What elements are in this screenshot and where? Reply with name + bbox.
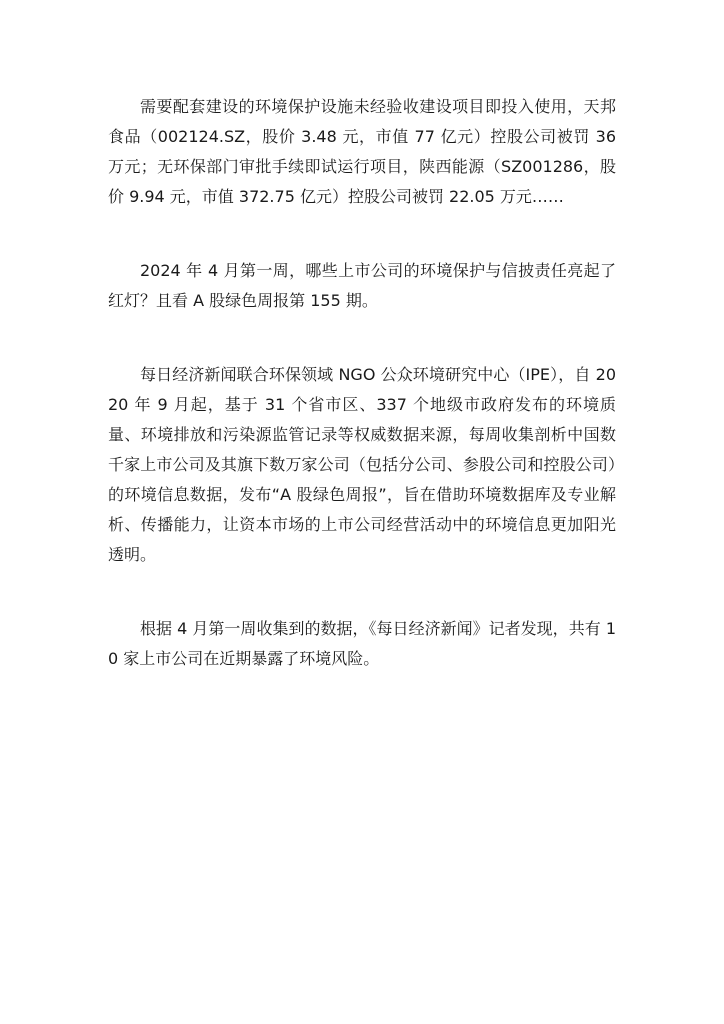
paragraph-weekly-intro: 2024 年 4 月第一周，哪些上市公司的环境保护与信披责任亮起了红灯？且看 A 股绿色周报第 155 期。 xyxy=(108,261,616,310)
paragraph-penalties: 需要配套建设的环境保护设施未经验收建设项目即投入使用，天邦食品（002124.SZ，股价 3.48 元，市值 77 亿元）控股公司被罚 36 万元；无环保部门审批手续即试运行项目，陕西能源（SZ001286，股价 9.94 元，市值 372.75 亿元）控股公司被罚 22.05 万元…… xyxy=(108,97,616,206)
paragraph-background: 每日经济新闻联合环保领域 NGO 公众环境研究中心（IPE），自 2020 年 9 月起，基于 31 个省市区、337 个地级市政府发布的环境质量、环境排放和污染源监管记录等权威数据来源，每周收集剖析中国数千家上市公司及其旗下数万家公司（包括分公司、参股公司和控股公司）的环境信息数据，发布“A 股绿色周报”，旨在借助环境数据库及专业解析、传播能力，让资本市场的上市公司经营活动中的环境信息更加阳光透明。 xyxy=(108,365,616,564)
paragraph-findings: 根据 4 月第一周收集到的数据，《每日经济新闻》记者发现，共有 10 家上市公司在近期暴露了环境风险。 xyxy=(108,619,616,668)
